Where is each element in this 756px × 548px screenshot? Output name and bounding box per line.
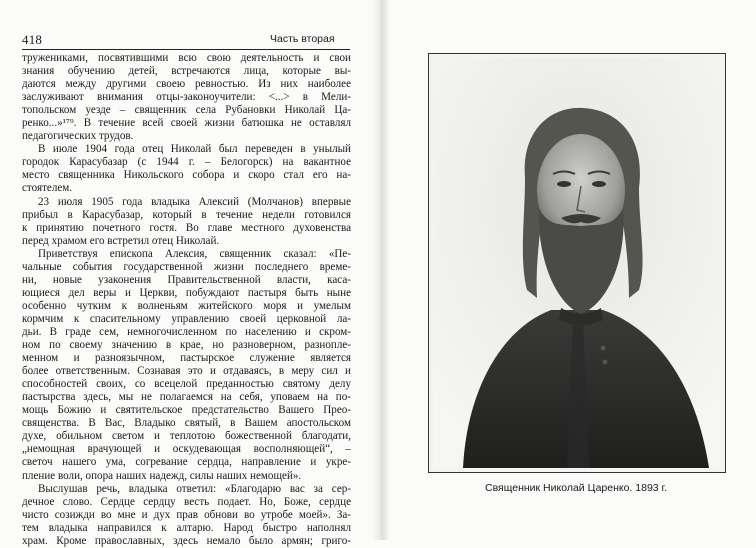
text-line: „немощная врачующей и оскудевающая восполняющей“, – [22,443,351,456]
text-line: ни, новые узаконения Правительственной власти, каса- [22,273,351,286]
text-line: перед храмом его встретил отец Николай. [22,234,220,247]
text-line: духе, обильном светом и теплотою божественной благодати, [22,430,351,443]
page-number: 418 [22,32,43,47]
portrait-illustration [433,58,721,468]
text-line: пастырства здесь, мы не полагаемся на себя, уповаем на по- [22,391,351,404]
body-text [22,52,351,548]
portrait-photo [433,58,721,468]
text-line: способностей своих, со всецелой преданностью святому делу [22,378,351,391]
text-line: менном и разноязычном, пастырское служение является [22,352,351,365]
text-line: 23 июля 1905 года владыка Алексий (Молчанов) впервые [38,195,351,208]
text-line: знания обучению детей, встречаются лица, которые вы- [22,65,351,78]
text-line: место священника Никольского собора и скоро стал его на- [22,169,351,182]
left-page [0,0,372,547]
text-line: храм. Кроме православных, здесь немало было армян; григо- [22,534,351,547]
text-line: более ответственным. Сознавая это и отдаваясь, в меру сил и [22,365,351,378]
text-line: ном по своему значению в крае, но разноверном, разнопле- [22,339,351,352]
text-line: В июле 1904 года отец Николай был переведен в унылый [38,143,351,156]
photo-caption: Священник Николай Царенко. 1893 г. [484,482,668,494]
text-line: чисто созижди во мне и дух прав обнови во утробе моей». За- [22,508,351,521]
text-line: тружениками, посвятившими всю свою деятельность и свои [22,52,351,64]
book-gutter [372,0,390,540]
text-line: пление воли, опора наших надежд, силы наших немощей». [22,469,302,482]
text-line: священства. В Вас, Владыко святый, в Вашем апостольском [22,417,351,430]
text-line: мощь Божию и святительское предстательство Вашего Прео- [22,404,351,417]
text-line: ренко...»¹⁷⁹. В течение всей своей жизни батюшка не оставлял [22,117,351,130]
text-line: стоятелем. [22,182,73,195]
text-line: дечное слово. Сердце сердцу весть подает. Но, Боже, сердце [22,495,351,508]
text-line: заслуживают внимания отцы-законоучители: <...> в Мели- [22,91,351,104]
text-line: тем владыка направился к алтарю. Народ быстро наполнял [22,521,351,534]
text-line: топольском уезде – священник села Рубановки Николай Ца- [22,104,351,117]
text-line: педагогических трудов. [22,130,134,143]
text-line: Приветствуя епископа Алексия, священник сказал: «Пе- [38,247,351,260]
text-line: даются между другими своею ревностью. Из них наиболее [22,78,351,91]
text-line: Выслушав речь, владыка ответил: «Благодарю вас за сер- [38,482,351,495]
text-line: чальные события государственной жизни последнего време- [22,260,351,273]
photo-frame [428,53,726,473]
text-line: дьи. В граде сем, немногочисленном по населению и скром- [22,325,351,338]
text-line: прибыл в Карасубазар, который в течение недели готовился [22,208,351,221]
text-line: к принятию почетного гостя. Во главе местного духовенства [22,221,351,234]
text-line: ющиеся дел веры и Церкви, побуждают пастыря быть ныне [22,286,351,299]
text-line: светоч нашего ума, согревание сердца, направление и укре- [22,456,351,469]
right-page [390,0,756,540]
text-line: городок Карасубазар (с 1944 г. – Белогорск) на вакантное [22,156,351,169]
header-rule [22,49,350,50]
text-line: особенно чутким к волненьям житейского моря и умелым [22,299,351,312]
text-line: кормчим к спасительному управлению своей церковной ла- [22,312,351,325]
running-head: Часть вторая [270,33,335,45]
